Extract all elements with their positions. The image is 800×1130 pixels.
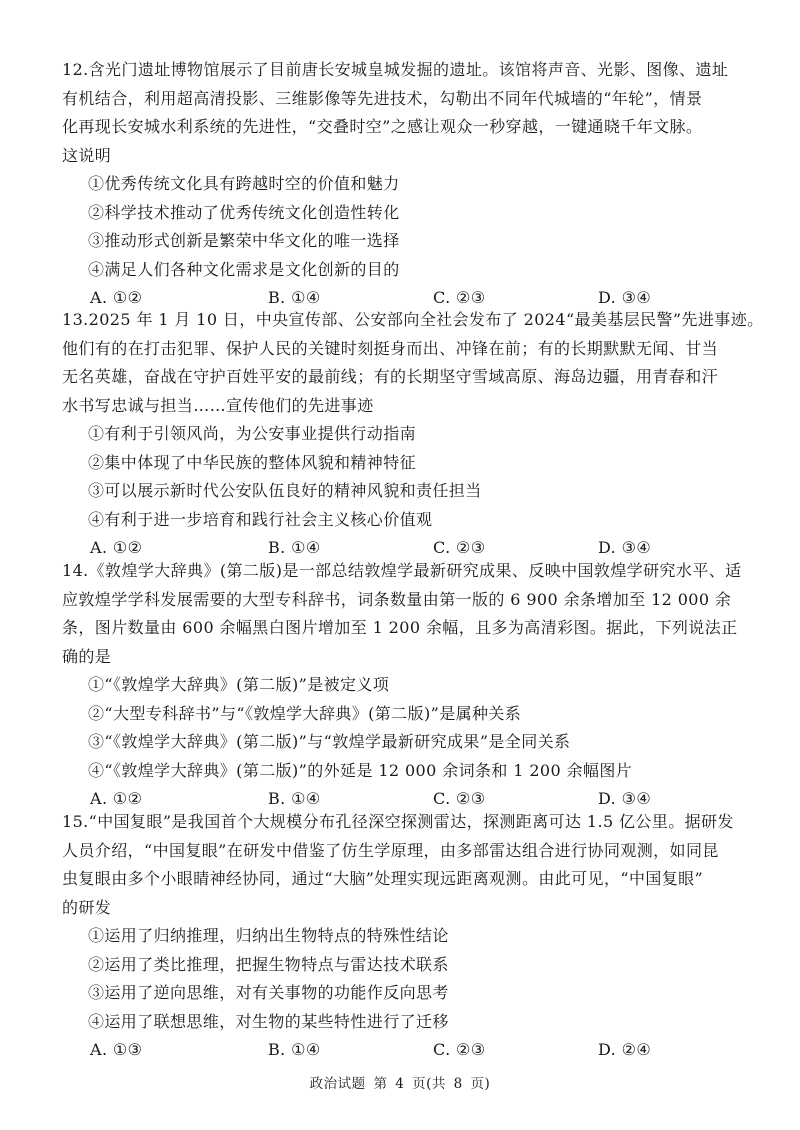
statement-option: ②运用了类比推理，把握生物特点与雷达技术联系 xyxy=(88,954,449,974)
question-stem xyxy=(62,557,752,671)
statement-option: ②科学技术推动了优秀传统文化创造性转化 xyxy=(88,202,400,222)
stem-line: 虫复眼由多个小眼睛神经协同，通过“大脑”处理实现远距离观测。由此可见，“中国复眼” xyxy=(62,869,704,888)
answer-choice-c: C. ②③ xyxy=(433,789,486,808)
answer-choices xyxy=(62,1036,752,1065)
stem-line: 的研发 xyxy=(62,897,112,917)
statement-option: ①“《敦煌学大辞典》(第二版)”是被定义项 xyxy=(88,675,390,694)
question-15 xyxy=(62,808,752,1065)
statement-option: ③运用了逆向思维，对有关事物的功能作反向思考 xyxy=(88,983,449,1002)
answer-choice-a: A. ①③ xyxy=(90,1040,143,1059)
answer-choice-b: B. ①④ xyxy=(268,538,321,557)
statement-option: ②集中体现了中华民族的整体风貌和精神特征 xyxy=(88,452,417,472)
stem-line: 14.《敦煌学大辞典》(第二版)是一部总结敦煌学最新研究成果、反映中国敦煌学研究水平、适 xyxy=(62,561,742,580)
answer-choice-d: D. ③④ xyxy=(598,288,652,307)
answer-choice-c: C. ②③ xyxy=(433,288,486,307)
question-13 xyxy=(62,306,764,563)
question-12 xyxy=(62,56,752,313)
stem-line: 无名英雄，奋战在守护百姓平安的最前线；有的长期坚守雪域高原、海岛边疆，用青春和汗 xyxy=(62,367,719,386)
question-stem xyxy=(62,306,764,420)
answer-choice-c: C. ②③ xyxy=(433,1040,486,1059)
answer-choice-b: B. ①④ xyxy=(268,288,321,307)
stem-line: 13.2025 年 1 月 10 日，中央宣传部、公安部向全社会发布了 2024“最美基层民警”先进事迹。 xyxy=(62,310,764,329)
statement-option: ④运用了联想思维，对生物的某些特性进行了迁移 xyxy=(88,1011,449,1031)
stem-line: 12.含光门遗址博物馆展示了目前唐长安城皇城发掘的遗址。该馆将声音、光影、图像、遗址 xyxy=(62,60,729,79)
stem-line: 水书写忠诚与担当……宣传他们的先进事迹 xyxy=(62,395,374,415)
statement-option: ①优秀传统文化具有跨越时空的价值和魅力 xyxy=(88,174,400,193)
statement-option: ①有利于引领风尚，为公安事业提供行动指南 xyxy=(88,424,417,443)
stem-line: 应敦煌学学科发展需要的大型专科辞书，词条数量由第一版的 6 900 余条增加至 12 000 余 xyxy=(62,589,732,609)
answer-choice-a: A. ①② xyxy=(90,538,143,557)
question-stem xyxy=(62,56,752,170)
question-14 xyxy=(62,557,752,814)
statement-option: ④满足人们各种文化需求是文化创新的目的 xyxy=(88,259,400,279)
statement-option: ③可以展示新时代公安队伍良好的精神风貌和责任担当 xyxy=(88,481,482,500)
answer-choice-d: D. ②④ xyxy=(598,1040,652,1059)
stem-line: 条，图片数量由 600 余幅黑白图片增加至 1 200 余幅，且多为高清彩图。据此，下列说法正 xyxy=(62,618,738,637)
answer-choice-a: A. ①② xyxy=(90,789,143,808)
question-stem xyxy=(62,808,752,922)
answer-choice-d: D. ③④ xyxy=(598,789,652,808)
stem-line: 15.“中国复眼”是我国首个大规模分布孔径深空探测雷达，探测距离可达 1.5 亿公里。据研发 xyxy=(62,812,734,831)
answer-choice-d: D. ③④ xyxy=(598,538,652,557)
answer-choice-b: B. ①④ xyxy=(268,789,321,808)
stem-line: 人员介绍，“中国复眼”在研发中借鉴了仿生学原理，由多部雷达组合进行协同观测，如同昆 xyxy=(62,840,719,860)
answer-choice-c: C. ②③ xyxy=(433,538,486,557)
page-footer: 政治试题 第 4 页(共 8 页) xyxy=(309,1076,491,1092)
statement-option: ③推动形式创新是繁荣中华文化的唯一选择 xyxy=(88,231,400,250)
stem-line: 确的是 xyxy=(62,646,112,666)
stem-line: 他们有的在打击犯罪、保护人民的关键时刻挺身而出、冲锋在前；有的长期默默无闻、甘当 xyxy=(62,338,719,358)
statement-option: ③“《敦煌学大辞典》(第二版)”与“敦煌学最新研究成果”是全同关系 xyxy=(88,732,571,751)
stem-line: 有机结合，利用超高清投影、三维影像等先进技术，勾勒出不同年代城墙的“年轮”，情景 xyxy=(62,88,703,108)
statement-option: ①运用了归纳推理，归纳出生物特点的特殊性结论 xyxy=(88,926,449,945)
statement-option: ④有利于进一步培育和践行社会主义核心价值观 xyxy=(88,509,433,529)
answer-choice-b: B. ①④ xyxy=(268,1040,321,1059)
answer-choice-a: A. ①② xyxy=(90,288,143,307)
statement-option: ②“大型专科辞书”与“《敦煌学大辞典》(第二版)”是属种关系 xyxy=(88,703,522,723)
statement-option: ④“《敦煌学大辞典》(第二版)”的外延是 12 000 余词条和 1 200 余幅图片 xyxy=(88,760,633,780)
stem-line: 这说明 xyxy=(62,145,112,165)
stem-line: 化再现长安城水利系统的先进性，“交叠时空”之感让观众一秒穿越，一键通晓千年文脉。 xyxy=(62,117,703,136)
